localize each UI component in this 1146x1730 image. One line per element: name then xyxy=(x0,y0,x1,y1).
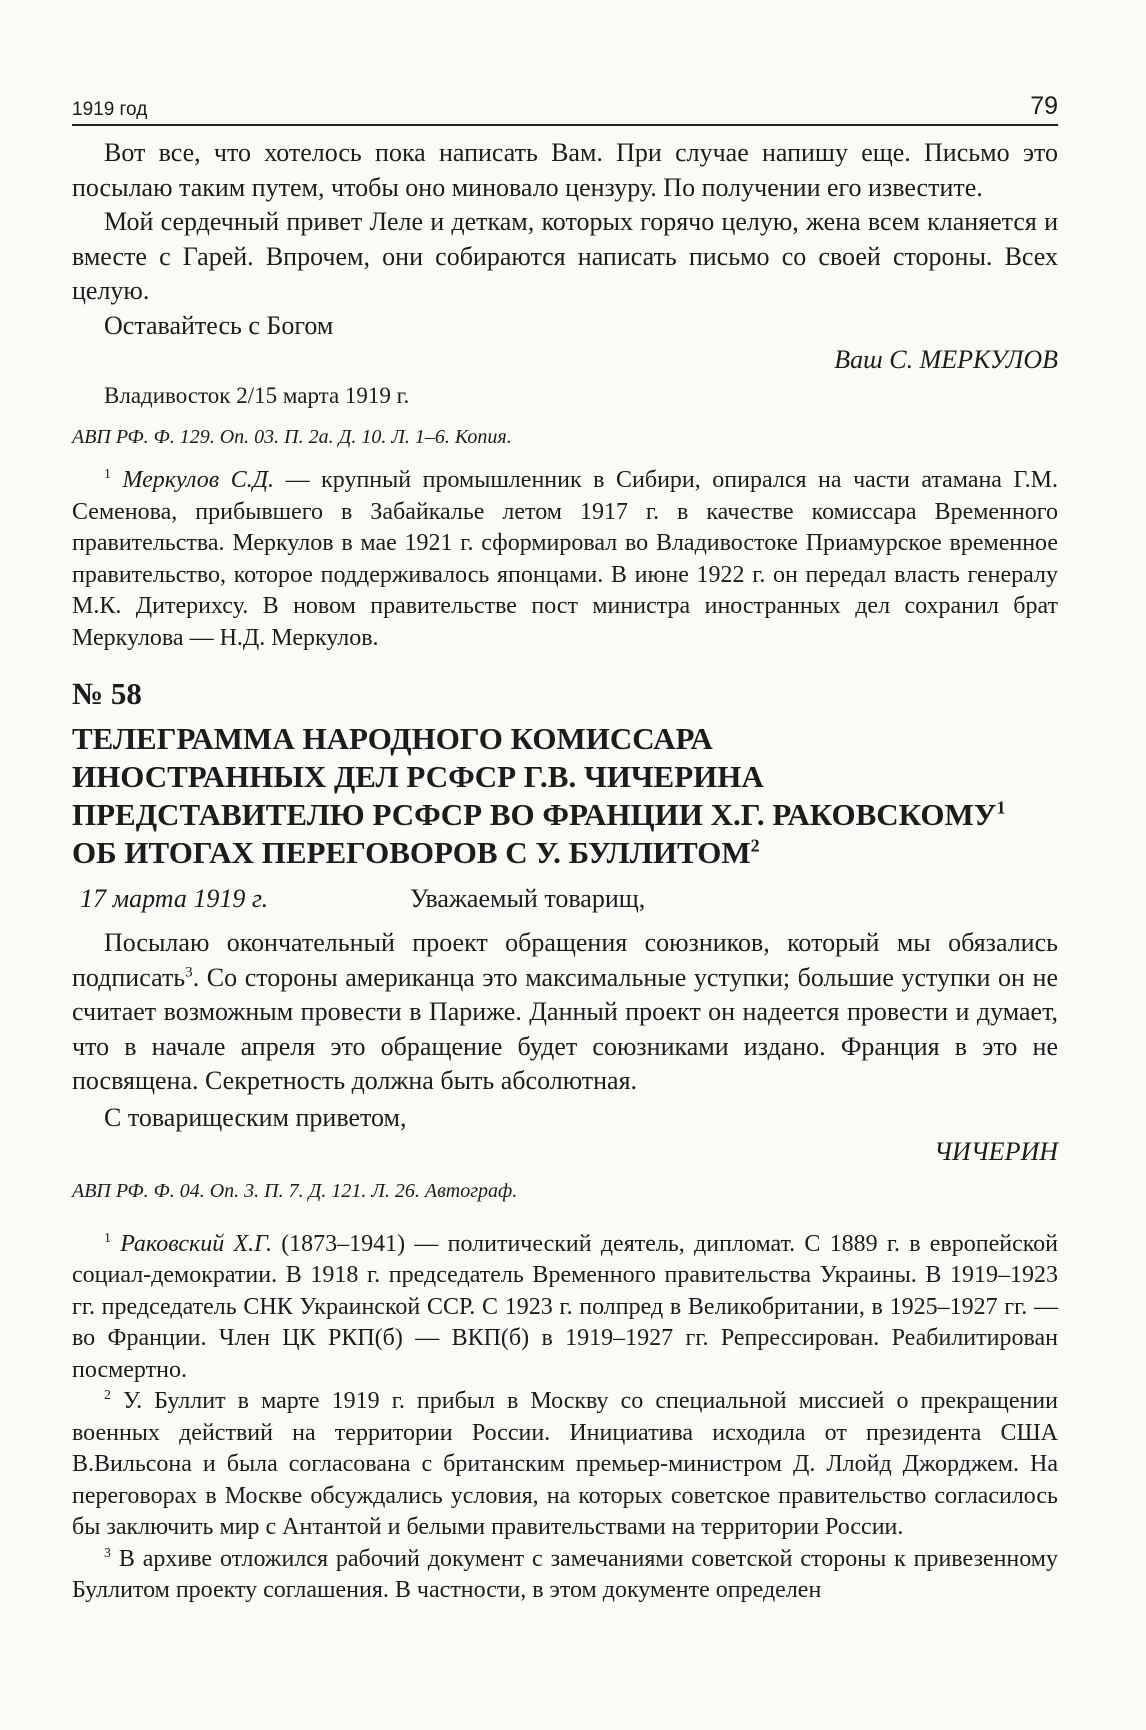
document-salutation: Уважаемый товарищ, xyxy=(410,884,646,913)
letter-archive-ref: АВП РФ. Ф. 129. Оп. 03. П. 2а. Д. 10. Л. 1–6. Копия. xyxy=(72,426,512,448)
document-closing: С товарищеским приветом, xyxy=(104,1102,407,1132)
document-archive-ref: АВП РФ. Ф. 04. Оп. 3. П. 7. Д. 121. Л. 26. Автограф. xyxy=(72,1179,518,1202)
document-dateline xyxy=(72,880,1058,914)
letter-ending xyxy=(72,136,1058,451)
letter-paragraph-1: Вот все, что хотелось пока написать Вам. При случае напишу еще. Письмо это посылаю таким путем, чтобы оно миновало цензуру. По получении его известите. xyxy=(72,138,1058,202)
document-number: № 58 xyxy=(72,676,142,711)
page-number: 79 xyxy=(1030,92,1058,120)
letter-signature: Ваш С. МЕРКУЛОВ xyxy=(834,345,1058,374)
letter-place-date: Владивосток 2/15 марта 1919 г. xyxy=(104,383,410,408)
footnote-mark: 1 xyxy=(104,467,111,482)
footnote-1: $^1$ Раковский Х.Г. (1873–1941) — политический деятель, дипломат. С 1889 г. в европейской социал-демократии. В 1918 г. председатель Временного правительства Украины. В 1919–1923 гг. председатель СНК Украинской ССР. С 1923 г. полпред в Великобритании, в 1925–1927 гг. — во Франции. Член ЦК РКП(б) — ВКП(б) в 1919–1927 гг. Репрессирован. Реабилитирован посмертно. xyxy=(72,1230,1059,1383)
header-year: 1919 год xyxy=(72,99,148,120)
letter-paragraph-3: Оставайтесь с Богом xyxy=(104,310,334,340)
title-line: ПРЕДСТАВИТЕЛЮ РСФСР ВО ФРАНЦИИ Х.Г. РАКОВСКОМУ$^1$ xyxy=(72,797,1006,832)
footnotes xyxy=(72,1229,1058,1607)
letter-paragraph-2: Мой сердечный привет Леле и деткам, которых горячо целую, жена всем кланяется и вместе с Гарей. Впрочем, они собираются написать письмо со своей стороны. Всех целую. xyxy=(72,207,1058,305)
footnote-text: — крупный промышленник в Сибири, опирался на части атамана Г.М. Семенова, прибывшего в Забайкалье летом 1917 г. в качестве комиссара Временного правительства. Меркулов в мае 1921 г. сформировал во Владивостоке Приамурское временное правительство, которое поддерживалось японцами. В июне 1922 г. он передал власть генералу М.К. Дитерихсу. В новом правительстве пост министра иностранных дел сохранил брат Меркулова — Н.Д. Меркулов. xyxy=(72,467,1059,651)
body-footnote-mark: 3 xyxy=(185,963,193,980)
footnote-3: $^3$ В архиве отложился рабочий документ с замечаниями советской стороны к привезенному Буллитом проекту соглашения. В частности, в этом документе определен xyxy=(72,1545,1058,1603)
footnote-merkulov xyxy=(72,465,1058,654)
title-line: ТЕЛЕГРАММА НАРОДНОГО КОМИССАРА xyxy=(72,721,713,756)
document-date: 17 марта 1919 г. xyxy=(80,884,269,913)
running-header xyxy=(72,92,1058,126)
footnote-2: $^2$ У. Буллит в марте 1919 г. прибыл в Москву со специальной миссией о прекращении военных действий на территории России. Инициатива исходила от президента США В.Вильсона и была согласована с британским премьер-министром Д. Ллойд Джорджем. На переговорах в Москве обсуждались условия, на которых советское правительство согласилось бы заключить мир с Антантой и белыми правительствами на территории России. xyxy=(72,1388,1058,1540)
title-footnote-mark: 2 xyxy=(750,835,760,856)
document-body: Посылаю окончательный проект обращения союзников, который мы обязались подписать$^3$. Со стороны американца это максимальные уступки; большие уступки он не считает возможным провести в Париже. Данный проект он надеется провести и думает, что в начале апреля это обращение будет союзниками издано. Франция в это не посвящена. Секретность должна быть абсолютная. xyxy=(72,928,1058,1095)
title-line: ИНОСТРАННЫХ ДЕЛ РСФСР Г.В. ЧИЧЕРИНА xyxy=(72,759,764,794)
title-footnote-mark: 1 xyxy=(996,797,1006,818)
footnote-lead: Меркулов С.Д. xyxy=(122,467,275,493)
document-signature: ЧИЧЕРИН xyxy=(934,1136,1058,1166)
document-title xyxy=(72,720,1058,872)
title-line: ОБ ИТОГАХ ПЕРЕГОВОРОВ С У. БУЛЛИТОМ$^2$ xyxy=(72,835,760,870)
page xyxy=(72,92,1058,1607)
